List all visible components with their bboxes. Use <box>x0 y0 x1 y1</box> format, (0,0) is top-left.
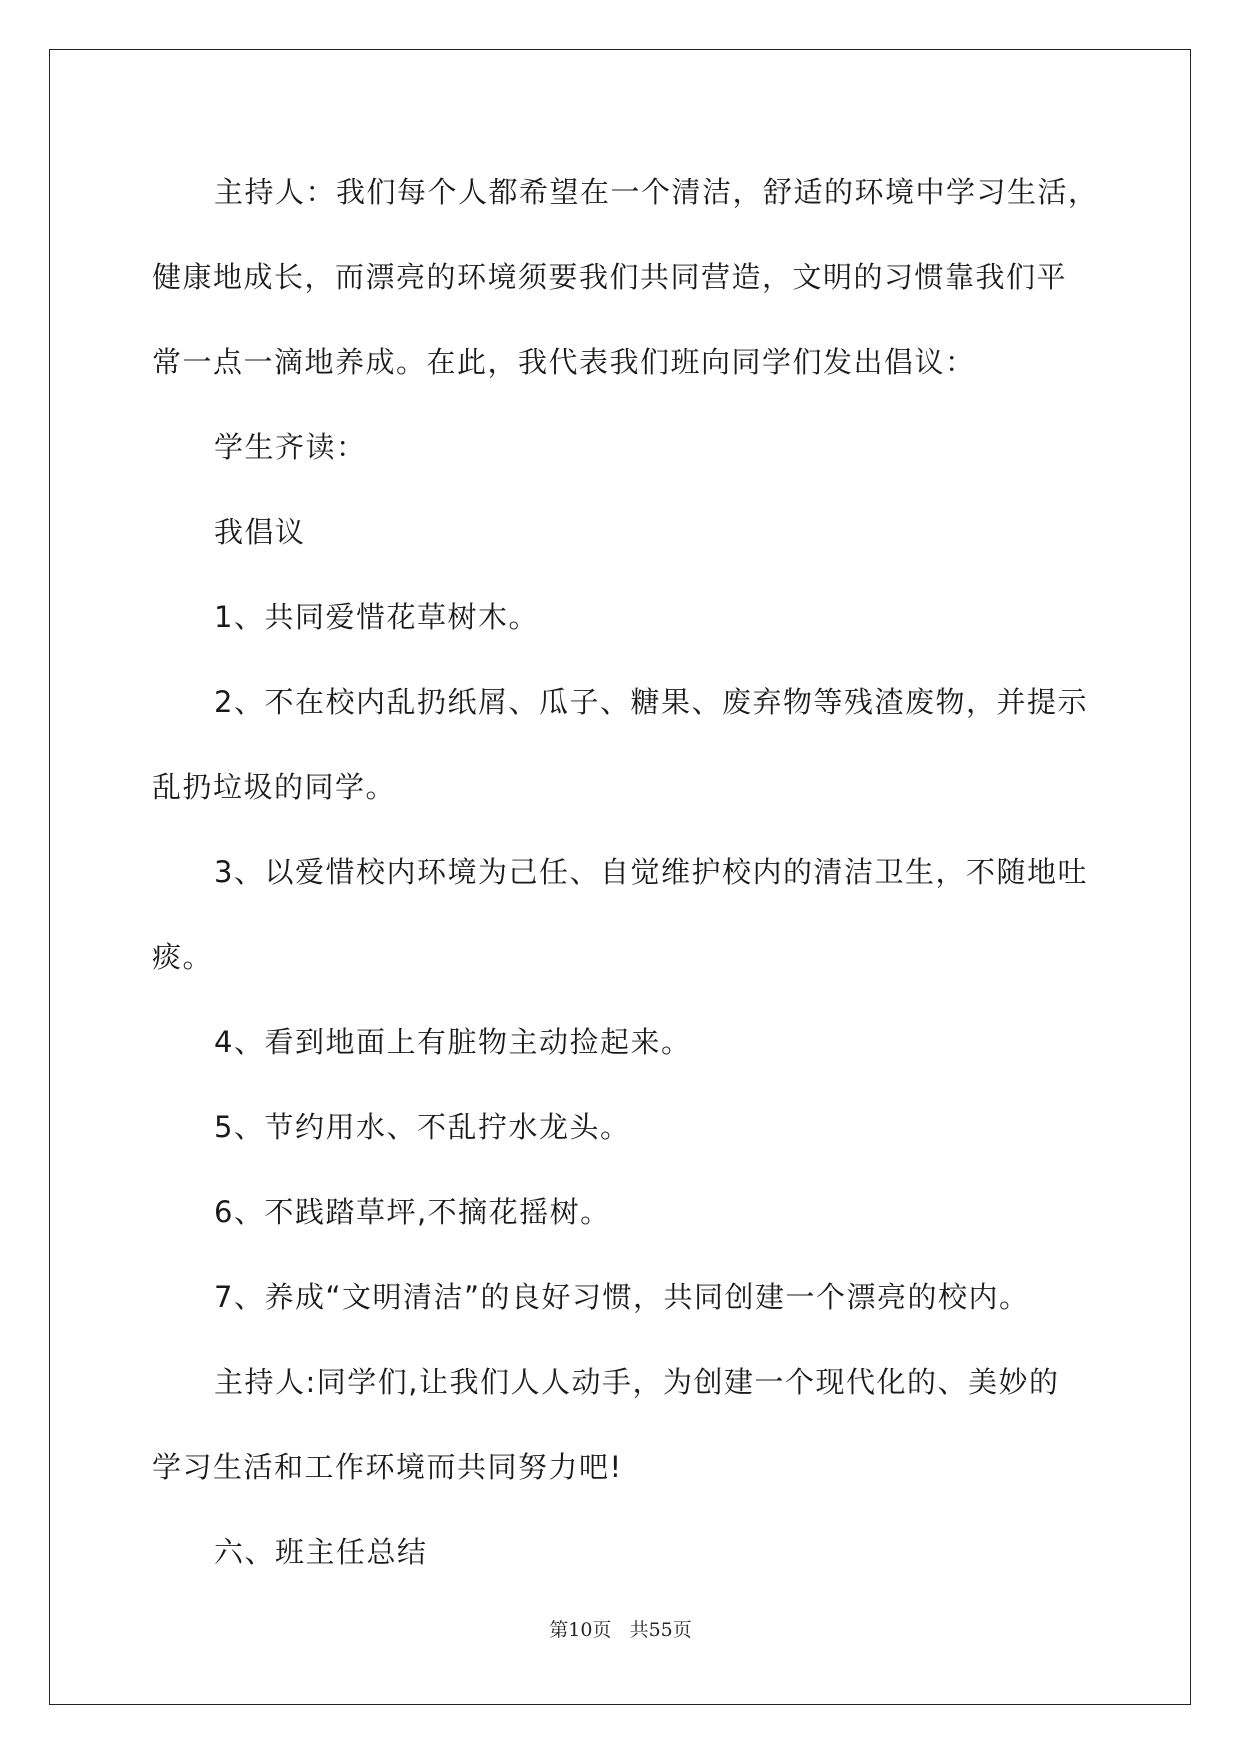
text-line: 学生齐读： <box>214 430 367 464</box>
paragraph-item-2 <box>152 660 1092 830</box>
text-line: 乱扔垃圾的同学。 <box>152 770 397 804</box>
paragraph-host-closing <box>152 1340 1092 1510</box>
paragraph-proposal-heading <box>152 490 1092 575</box>
paragraph-host-intro <box>152 150 1099 405</box>
page-number-footer <box>0 1615 1241 1642</box>
footer-current-suffix: 页 <box>592 1619 612 1641</box>
text-line: 我倡议 <box>214 515 306 549</box>
paragraph-item-3 <box>152 830 1092 1000</box>
footer-current-prefix: 第 <box>549 1619 569 1641</box>
text-line: 6、不践踏草坪,不摘花摇树。 <box>214 1195 611 1229</box>
text-line: 4、看到地面上有脏物主动捡起来。 <box>214 1025 692 1059</box>
text-line: 主持人:同学们,让我们人人动手，为创建一个现代化的、美妙的 <box>214 1365 1060 1399</box>
paragraph-item-5 <box>152 1085 1092 1170</box>
text-line: 常一点一滴地养成。在此，我代表我们班向同学们发出倡议： <box>152 345 976 379</box>
paragraph-item-7 <box>152 1255 1092 1340</box>
text-line: 健康地成长，而漂亮的环境须要我们共同营造，文明的习惯靠我们平 <box>152 260 1068 294</box>
paragraph-item-4 <box>152 1000 1092 1085</box>
text-line: 六、班主任总结 <box>214 1535 428 1569</box>
text-line: 1、共同爱惜花草树木。 <box>214 600 539 634</box>
text-line: 5、节约用水、不乱拧水龙头。 <box>214 1110 631 1144</box>
paragraph-students-read <box>152 405 1092 490</box>
paragraph-item-6 <box>152 1170 1092 1255</box>
paragraph-section-six <box>152 1510 1092 1595</box>
text-line: 2、不在校内乱扔纸屑、瓜子、糖果、废弃物等残渣废物，并提示 <box>214 685 1088 719</box>
footer-total-prefix: 共 <box>629 1619 649 1641</box>
footer-total-suffix: 页 <box>672 1619 692 1641</box>
text-line: 痰。 <box>152 940 214 974</box>
footer-current-page: 10 <box>568 1619 593 1641</box>
text-line: 3、以爱惜校内环境为己任、自觉维护校内的清洁卫生，不随地吐 <box>214 855 1088 889</box>
paragraph-item-1 <box>152 575 1092 660</box>
text-line: 主持人：我们每个人都希望在一个清洁，舒适的环境中学习生活， <box>214 175 1099 209</box>
footer-total-pages: 55 <box>648 1619 673 1641</box>
text-line: 7、养成“文明清洁”的良好习惯，共同创建一个漂亮的校内。 <box>214 1280 1030 1314</box>
text-line: 学习生活和工作环境而共同努力吧! <box>152 1450 623 1484</box>
